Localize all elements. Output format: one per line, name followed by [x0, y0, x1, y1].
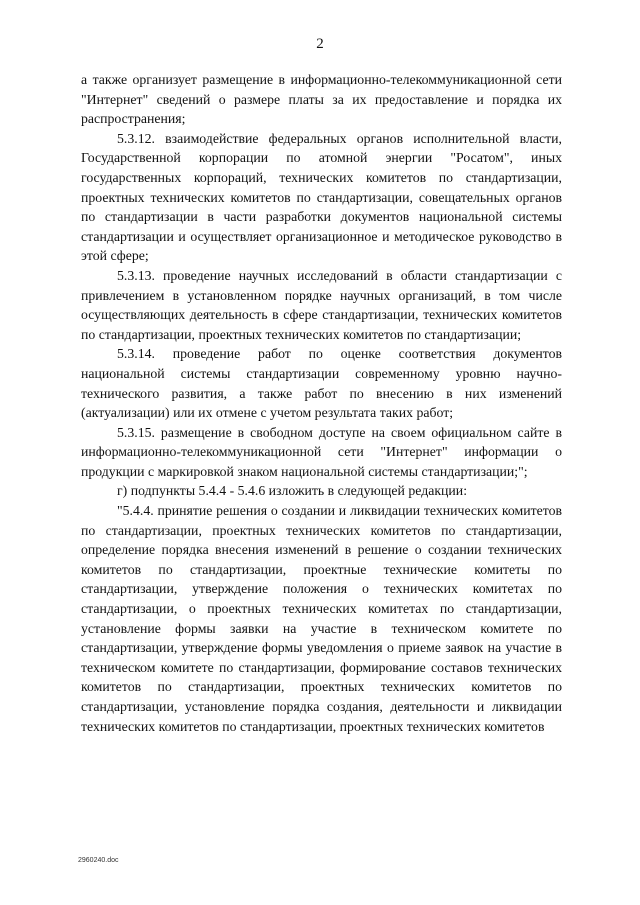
- paragraph-5-3-13: 5.3.13. проведение научных исследований в области стандартизации с привлечением в установленном порядке научных организаций, в том числе осуществляющих деятельность в сфере стандартизации, технических комитетов по стандартизации, проектных технических комитетов по стандартизации;: [81, 267, 562, 342]
- paragraph-5-4-4: "5.4.4. принятие решения о создании и ликвидации технических комитетов по стандартизации, проектных технических комитетов по стандартизации, определение порядка внесения изменений в решение о создании технических комитетов по стандартизации, проектные технические комитеты по стандартизации, утверждение положения о технических комитетах по стандартизации, о проектных технических комитетах по стандартизации, установление формы заявки на участие в техническом комитете по стандартизации, утверждение формы уведомления о приеме заявок на участие в техническом комитете по стандартизации, формирование составов технических комитетов по стандартизации, проектных технических комитетов по стандартизации, установление порядка создания, деятельности и ликвидации технических комитетов по стандартизации, проектных технических комитетов: [81, 503, 562, 734]
- paragraph-subclause-g: г) подпункты 5.4.4 - 5.4.6 изложить в следующей редакции:: [117, 483, 468, 499]
- file-name-footer: 2960240.doc: [78, 857, 119, 864]
- paragraph-1: а также организует размещение в информационно-телекоммуникационной сети "Интернет" сведений о размере платы за их предоставление и порядка их распространения;: [81, 72, 562, 127]
- paragraph-5-3-12: 5.3.12. взаимодействие федеральных органов исполнительной власти, Государственной корпорации по атомной энергии "Росатом", иных государственных корпораций, технических комитетов по стандартизации, проектных технических комитетов по стандартизации, совещательных органов по стандартизации в части разработки документов национальной системы стандартизации и осуществляет организационное и методическое руководство в этой сфере;: [81, 130, 562, 264]
- paragraph-5-3-15: 5.3.15. размещение в свободном доступе на своем официальном сайте в информационно-телекоммуникационной сети "Интернет" информации о продукции с маркировкой знаком национальной системы стандартизации;";: [81, 424, 562, 479]
- page-number: 2: [316, 36, 324, 52]
- document-body: [81, 70, 562, 736]
- paragraph-5-3-14: 5.3.14. проведение работ по оценке соответствия документов национальной системы стандартизации современному уровню научно-технического развития, а также работ по внесению в них изменений (актуализации) или их отмене с учетом результата таких работ;: [81, 346, 562, 421]
